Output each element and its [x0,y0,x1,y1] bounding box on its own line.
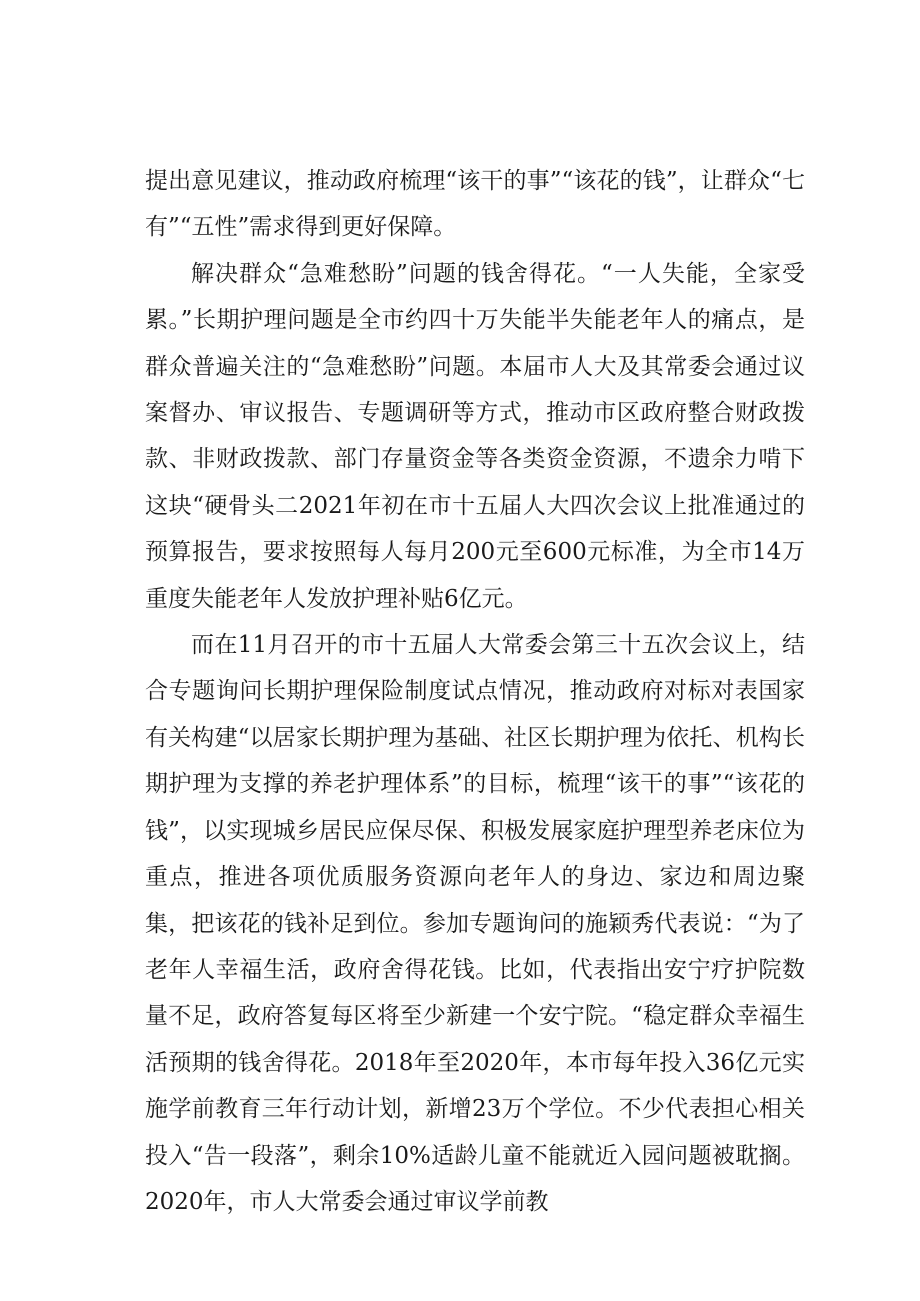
paragraph-2: 解决群众“急难愁盼”问题的钱舍得花。“一人失能，全家受累。”长期护理问题是全市约四十万失能半失能老年人的痛点，是群众普遍关注的“急难愁盼”问题。本届市人大及其常委会通过议案督办、审议报告、专题调研等方式，推动市区政府整合财政拨款、非财政拨款、部门存量资金等各类资金资源，不遗余力啃下这块“硬骨头二2021年初在市十五届人大四次会议上批准通过的预算报告，要求按照每人每月200元至600元标准，为全市14万重度失能老年人发放护理补贴6亿元。 [145,260,805,612]
paragraph-3: 而在11月召开的市十五届人大常委会第三十五次会议上，结合专题询问长期护理保险制度试点情况，推动政府对标对表国家有关构建“以居家长期护理为基础、社区长期护理为依托、机构长期护理为支撑的养老护理体系”的目标，梳理“该干的事”“该花的钱”，以实现城乡居民应保尽保、积极发展家庭护理型养老床位为重点，推进各项优质服务资源向老年人的身边、家边和周边聚集，把该花的钱补足到位。参加专题询问的施颖秀代表说：“为了老年人幸福生活，政府舍得花钱。比如，代表指出安宁疗护院数量不足，政府答复每区将至少新建一个安宁院。“稳定群众幸福生活预期的钱舍得花。2018年至2020年，本市每年投入36亿元实施学前教育三年行动计划，新增23万个学位。不少代表担心相关投入“告一段落”，剩余10%适龄儿童不能就近入园问题被耽搁。2020年，市人大常委会通过审议学前教 [145,632,805,1215]
document-body [145,158,805,1225]
paragraph-1: 提出意见建议，推动政府梳理“该干的事”“该花的钱”，让群众“七有”“五性”需求得到更好保障。 [145,168,805,241]
